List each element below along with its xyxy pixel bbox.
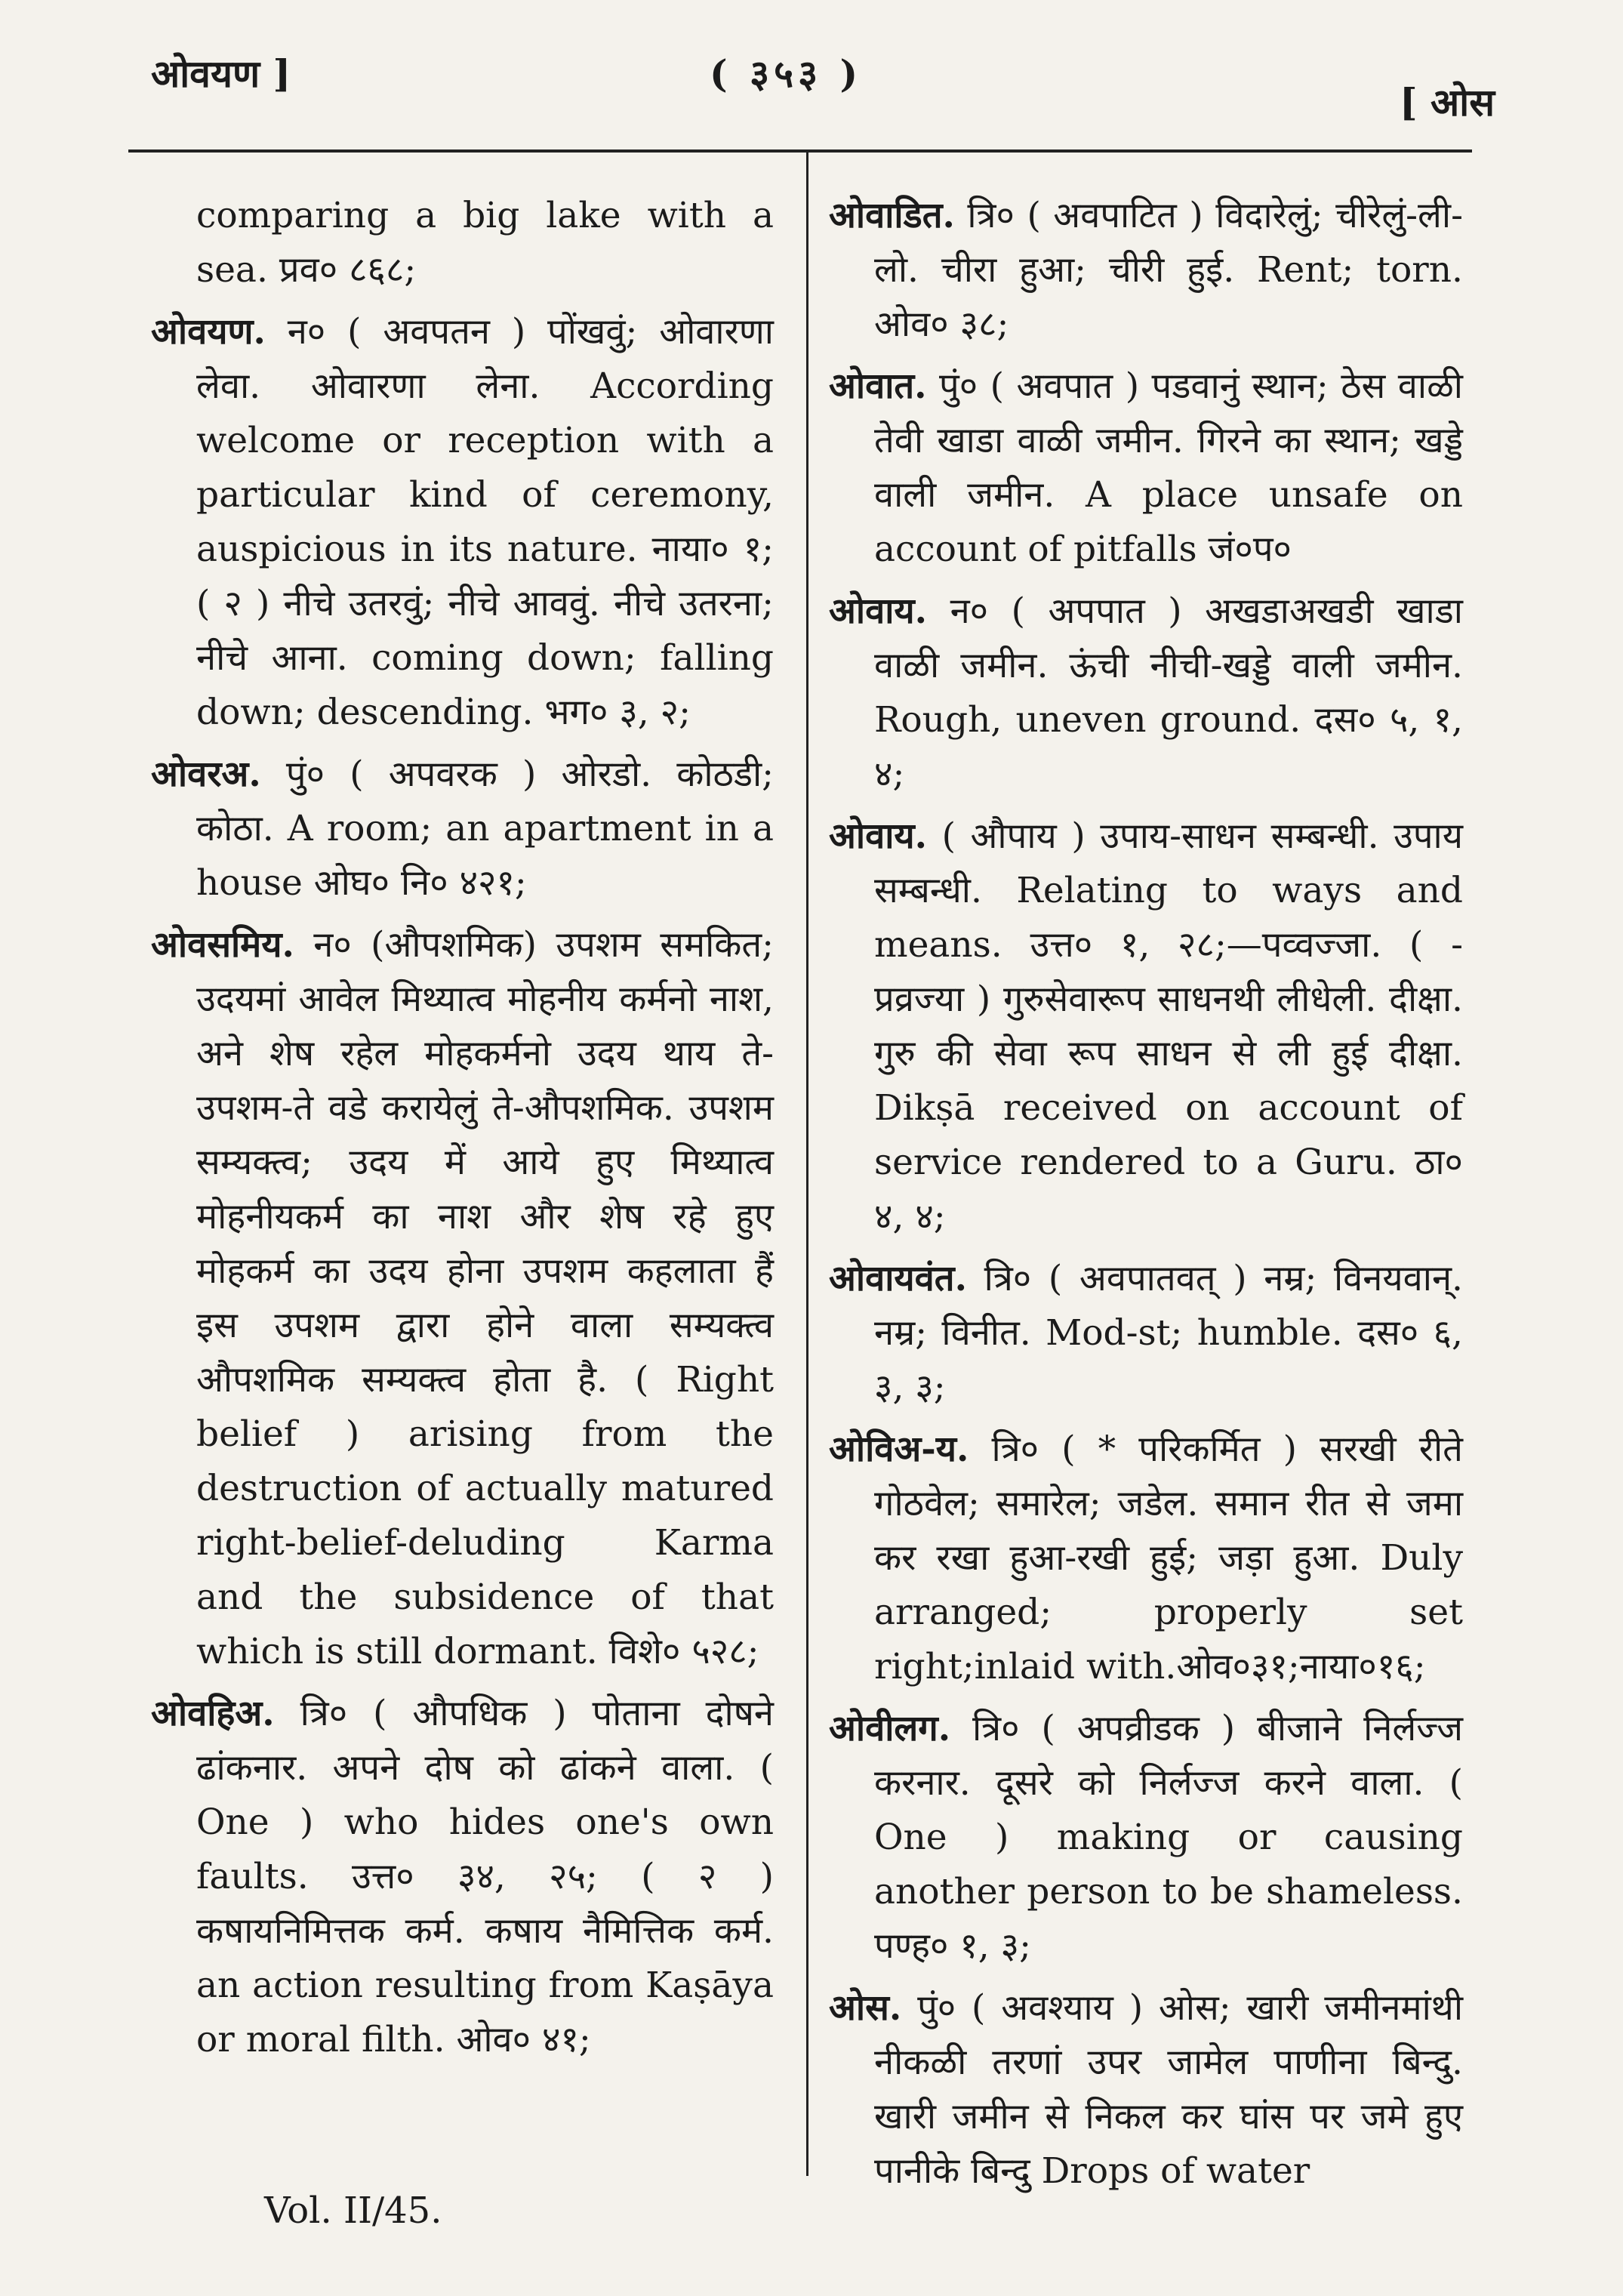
entry-headword: ओवहिअ. (151, 1693, 275, 1734)
entry-headword: ओवायवंत. (829, 1258, 967, 1299)
running-head-left: ओवयण ] (151, 51, 291, 96)
page-number: ( ३५३ ) (710, 51, 863, 96)
entry-body: पुं० ( अवपात ) पडवानुं स्थान; ठेस वाळी तेवी खाडा वाळी जमीन. गिरने का स्थान; खड्डे वाली जमीन. A place unsafe on account of pitfalls जं०प० (874, 365, 1463, 570)
dictionary-entry (829, 359, 1463, 577)
entry-headword: ओवाय. (829, 590, 928, 632)
continued-entry-text: comparing a big lake with a sea. प्रव० ८६८; (196, 195, 774, 291)
left-column (151, 189, 774, 2075)
dictionary-entry (829, 1252, 1463, 1415)
column-divider (806, 153, 808, 2176)
entry-body: न० (औपशमिक) उपशम समकित; उदयमां आवेल मिथ्यात्व मोहनीय कर्मनो नाश, अने शेष रहेल मोहकर्मनो उदय थाय ते-उपशम-ते वडे करायेलुं ते-औपशमिक. उपशम सम्यक्त्व; उदय में आये हुए मिथ्यात्व मोहनीयकर्म का नाश और शेष रहे हुए मोहकर्म का उदय होना उपशम कहलाता हैं इस उपशम द्वारा होने वाला सम्यक्त्व औपशमिक सम्यक्त्व होता है. ( Right belief ) arising from the destruction of actually matured right-belief-deluding Karma and the subsidence of that which is still dormant. विशे० ५२८; (196, 924, 774, 1672)
volume-signature: Vol. II/45. (264, 2190, 442, 2232)
entry-body: त्रि० ( औपधिक ) पोताना दोषने ढांकनार. अपने दोष को ढांकने वाला. ( One ) who hides one's own faults. उत्त० ३४, २५; ( २ ) कषायनिमित्तक कर्म. कषाय नैमित्तिक कर्म. an action resulting from Kaṣāya or moral filth. ओव० ४१; (196, 1693, 774, 2060)
entry-body: ( औपाय ) उपाय-साधन सम्बन्धी. उपाय सम्बन्धी. Relating to ways and means. उत्त० १, २८;—पव्वज्जा. ( -प्रव्रज्या ) गुरुसेवारूप साधनथी लीधेली. दीक्षा. गुरु की सेवा रूप साधन से ली हुई दीक्षा. Dikṣā received on account of service rendered to a Guru. ठा० ४, ४; (874, 815, 1463, 1237)
dictionary-entry (151, 1687, 774, 2067)
entry-body: पुं० ( अवश्याय ) ओस; खारी जमीनमांथी नीकळी तरणां उपर जामेल पाणीना बिन्दु. खारी जमीन से निकल कर घांस पर जमे हुए पानीके बिन्दु Drops of water (874, 1987, 1463, 2192)
entry-headword: ओवरअ. (151, 754, 261, 795)
entry-headword: ओवाय. (829, 815, 928, 857)
running-head-right: [ ओस (1399, 80, 1495, 125)
dictionary-entry (829, 1422, 1463, 1694)
entry-body: त्रि० ( अपव्रीडक ) बीजाने निर्लज्ज करनार. दूसरे को निर्लज्ज करने वाला. ( One ) making or causing another person to be shameless. पण्ह० १, ३; (874, 1708, 1463, 1967)
entry-headword: ओवाडित. (829, 195, 955, 236)
entry-body: त्रि० ( * परिकर्मित ) सरखी रीते गोठवेल; समारेल; जडेल. समान रीत से जमा कर रखा हुआ-रखी हुई; जड़ा हुआ. Duly arranged; properly set right;inlaid with.ओव०३१;नाया०१६; (874, 1428, 1463, 1687)
dictionary-entry (829, 809, 1463, 1244)
dictionary-entry (829, 1981, 1463, 2199)
entry-headword: ओस. (829, 1987, 902, 2029)
entry-body: त्रि० ( अवपाटित ) विदारेलुं; चीरेलुं-ली-लो. चीरा हुआ; चीरी हुई. Rent; torn. ओव० ३८; (874, 195, 1463, 345)
entry-headword: ओवीलग. (829, 1708, 951, 1749)
entry-headword: ओवयण. (151, 311, 266, 353)
entry-headword: ओवात. (829, 365, 927, 407)
header-rule (128, 149, 1472, 153)
entry-body: न० ( अपपात ) अखडाअखडी खाडा वाळी जमीन. ऊंची नीची-खड्डे वाली जमीन. Rough, uneven ground. दस० ५, १, ४; (874, 590, 1463, 795)
entry-body: न० ( अवपतन ) पोंखवुं; ओवारणा लेवा. ओवारणा लेना. According welcome or reception with a particular kind of ceremony, auspicious in its nature. नाया० १; ( २ ) नीचे उतरवुं; नीचे आववुं. नीचे उतरना; नीचे आना. coming down; falling down; descending. भग० ३, २; (196, 311, 774, 733)
dictionary-entry (829, 584, 1463, 802)
dictionary-entry (151, 305, 774, 740)
dictionary-entry (151, 918, 774, 1679)
dictionary-entry (829, 189, 1463, 352)
entry-headword: ओवसमिय. (151, 924, 294, 966)
entry-body: पुं० ( अपवरक ) ओरडो. कोठडी; कोठा. A room; an apartment in a house ओघ० नि० ४२१; (196, 754, 774, 904)
entry-body: त्रि० ( अवपातवत् ) नम्र; विनयवान्. नम्र; विनीत. Mod-st; humble. दस० ६, ३, ३; (874, 1258, 1463, 1408)
right-column (829, 189, 1463, 2206)
entry-headword: ओविअ-य. (829, 1428, 969, 1470)
dictionary-entry (151, 747, 774, 911)
dictionary-entry (829, 1702, 1463, 1974)
